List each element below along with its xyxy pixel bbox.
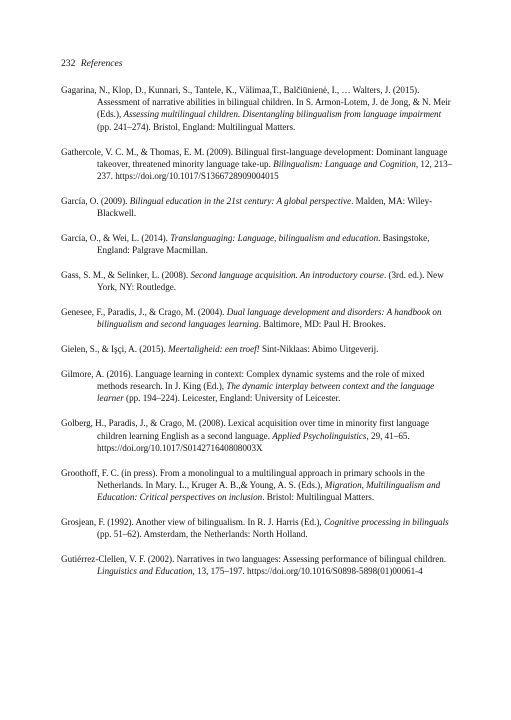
reference-text: Gathercole, V. C. M., & Thomas, E. M. (2009). Bilingual first-language development: Dominant language takeover, threatened minority language take-up.	[61, 146, 448, 169]
reference-entry	[61, 343, 453, 355]
reference-title: The dynamic interplay between context and the language learner	[97, 381, 435, 404]
reference-entry	[61, 553, 453, 577]
reference-title: Dual language development and disorders: A handbook on bilingualism and second languages learning	[97, 307, 442, 330]
reference-entry	[61, 84, 453, 133]
reference-title: Second language acquisition. An introductory course	[190, 269, 384, 280]
reference-entry	[61, 306, 453, 330]
reference-entry	[61, 368, 453, 405]
reference-text: Gielen, S., & Işçi, A. (2015).	[61, 344, 169, 355]
reference-title: Translanguaging: Language, bilingualism and education	[170, 232, 379, 243]
reference-text: Sint-Niklaas: Abimo Uitgeverij.	[259, 344, 379, 355]
reference-text: García, O., & Wei, L. (2014).	[61, 232, 171, 243]
reference-text: Groothoff, F. C. (in press). From a monolingual to a multilingual approach in primary schools in the Netherlands. In Mary. L., Kruger A. B.,& Young, A. S. (Eds.),	[61, 467, 425, 490]
page-number: 232	[61, 58, 76, 69]
running-title: References	[80, 58, 123, 69]
reference-title: Bilingualism: Language and Cognition	[273, 158, 416, 169]
reference-text: García, O. (2009).	[61, 195, 130, 206]
reference-text: Gilmore, A. (2016). Language learning in context: Complex dynamic systems and the role of mixed methods research. In J. King (Ed.),	[61, 369, 425, 392]
reference-entry	[61, 269, 453, 293]
reference-text: , 13, 175–197. https://doi.org/10.1016/S0898-5898(01)00061-4	[192, 566, 423, 577]
reference-entry	[61, 232, 453, 256]
reference-text: , 29, 41–65. https://doi.org/10.1017/S014271640808003X	[97, 430, 410, 453]
reference-entry	[61, 417, 453, 454]
reference-text: Gagarina, N., Klop, D., Kunnari, S., Tantele, K., Välimaa,T., Balčiūnienė, I., … Walters, J. (2015). Assessment of narrative abilities in bilingual children. In S. Armon-Lotem, J. de Jong, & N. Meir (Eds.),	[61, 85, 451, 120]
reference-text: , 12, 213–237. https://doi.org/10.1017/S1366728909004015	[97, 158, 453, 181]
reference-title: Applied Psycholinguistics	[272, 430, 367, 441]
reference-text: . Baltimore, MD: Paul H. Brookes.	[258, 319, 386, 330]
reference-text: Golberg, H., Paradis, J., & Crago, M. (2008). Lexical acquisition over time in minority first language children learning English as a second language.	[61, 418, 430, 441]
reference-text: Grosjean, F. (1992). Another view of bilingualism. In R. J. Harris (Ed.),	[61, 516, 324, 527]
reference-title: Bilingual education in the 21st century: A global perspective	[129, 195, 352, 206]
reference-entry	[61, 467, 453, 504]
document-page	[61, 57, 453, 590]
reference-title: Cognitive processing in bilinguals	[323, 516, 449, 527]
reference-list	[61, 84, 453, 577]
reference-title: Migration, Multilingualism and Education: Critical perspectives on inclusion	[97, 479, 441, 503]
reference-text: (pp. 51–62). Amsterdam, the Netherlands: North Holland.	[97, 529, 308, 540]
reference-text: Genesee, F., Paradis, J., & Crago, M. (2004).	[61, 307, 227, 318]
reference-text: . Malden, MA: Wiley-Blackwell.	[97, 195, 433, 218]
reference-title: Linguistics and Education	[97, 566, 193, 577]
running-header	[61, 57, 453, 70]
reference-text: . Basingstoke, England: Palgrave Macmillan.	[97, 232, 430, 256]
reference-text: (pp. 194–224). Leicester, England: University of Leicester.	[123, 393, 341, 404]
reference-text: . (3rd. ed.). New York, NY: Routledge.	[97, 269, 444, 293]
reference-text: Gutiérrez-Clellen, V. F. (2002). Narratives in two languages: Assessing performance of bilingual children.	[61, 554, 447, 565]
reference-entry	[61, 195, 453, 219]
reference-entry	[61, 146, 453, 183]
reference-text: . Bristol: Multilingual Matters.	[262, 492, 375, 503]
reference-title: Assessing multilingual children. Disentangling bilingualism from language impairment	[123, 109, 442, 120]
reference-text: (pp. 241–274). Bristol, England: Multilingual Matters.	[97, 121, 296, 132]
reference-text: Gass, S. M., & Selinker, L. (2008).	[61, 269, 191, 280]
reference-entry	[61, 516, 453, 540]
reference-title: Meertaligheid: een troef!	[168, 344, 260, 355]
